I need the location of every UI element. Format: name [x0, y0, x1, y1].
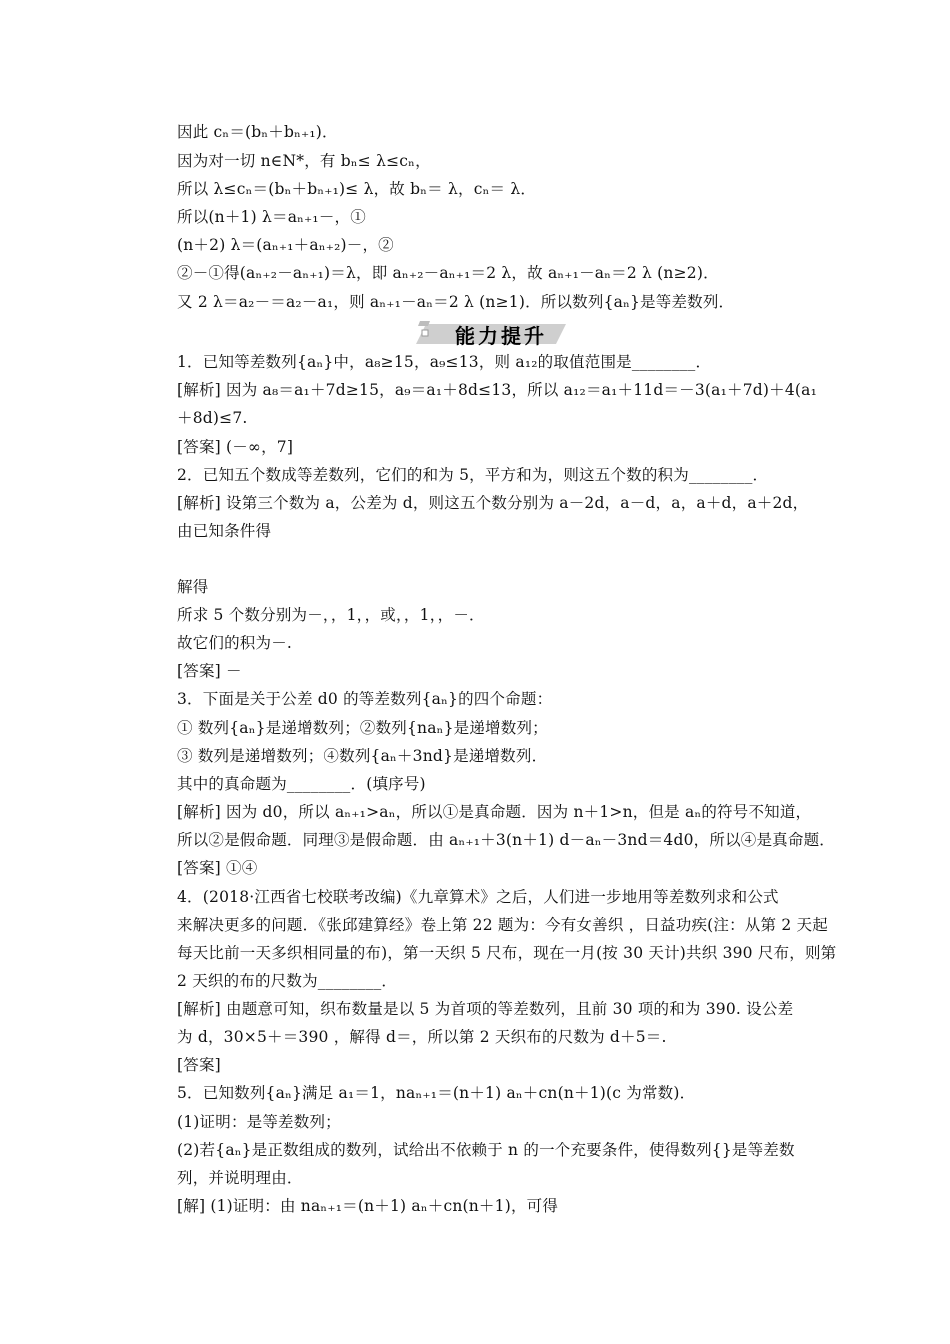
text-line: [解] (1)证明：由 naₙ₊₁＝(n＋1) aₙ＋cn(n＋1)，可得: [177, 1197, 559, 1215]
text-line: (2)若{aₙ}是正数组成的数列，试给出不依赖于 n 的一个充要条件，使得数列{}是等差数: [177, 1141, 795, 1159]
text-line: ③ 数列是递增数列；④数列{aₙ＋3nd}是递增数列．: [177, 747, 548, 765]
text-line: [答案]: [177, 1056, 221, 1074]
text-line: [解析] 设第三个数为 a，公差为 d，则这五个数分别为 a－2d，a－d，a，a＋d，a＋2d，: [177, 494, 809, 512]
text-line: 4．(2018·江西省七校联考改编)《九章算术》之后，人们进一步地用等差数列求和公式: [177, 888, 779, 906]
text-line: ① 数列{aₙ}是递增数列；②数列{naₙ}是递增数列；: [177, 719, 548, 737]
text-line: 故它们的积为－.: [177, 634, 293, 652]
text-line: [解析] 因为 d0，所以 aₙ₊₁>aₙ，所以①是真命题．因为 n＋1>n，但是 aₙ的符号不知道，: [177, 803, 812, 821]
text-line: 其中的真命题为________．(填序号): [177, 775, 426, 793]
text-line: 所以②是假命题．同理③是假命题．由 aₙ₊₁＋3(n＋1) d－aₙ－3nd＝4d0，所以④是真命题．: [177, 831, 835, 849]
text-line: 解得: [177, 578, 209, 596]
text-line: 2 天织的布的尺数为________．: [177, 972, 398, 990]
text-line: 1．已知等差数列{aₙ}中，a₈≥15，a₉≤13，则 a₁₂的取值范围是________．: [177, 353, 712, 371]
text-line: 所求 5 个数分别为－，，1，，或，，1，，－．: [177, 606, 485, 624]
text-line: 5．已知数列{aₙ}满足 a₁＝1，naₙ₊₁＝(n＋1) aₙ＋cn(n＋1)(c 为常数)．: [177, 1084, 696, 1102]
text-line: 列，并说明理由．: [177, 1169, 303, 1187]
text-line: 为 d，30×5＋＝390 ，解得 d＝，所以第 2 天织布的尺数为 d＋5＝.: [177, 1028, 667, 1046]
text-line: 因此 cₙ＝(bₙ＋bₙ₊₁)．: [177, 123, 338, 141]
text-line: [答案] (－∞，7]: [177, 438, 294, 456]
text-line: 由已知条件得: [177, 522, 272, 540]
text-line: 所以 λ≤cₙ＝(bₙ＋bₙ₊₁)≤ λ，故 bₙ＝ λ，cₙ＝ λ．: [177, 180, 537, 198]
text-line: 来解决更多的问题．《张邱建算经》卷上第 22 题为：今有女善织 ，日益功疾(注：从第 2 天起: [177, 916, 828, 934]
text-line: ＋8d)≤7.: [177, 409, 248, 427]
text-line: ②－①得(aₙ₊₂－aₙ₊₁)＝λ，即 aₙ₊₂－aₙ₊₁＝2 λ，故 aₙ₊₁－aₙ＝2 λ (n≥2)．: [177, 264, 719, 282]
text-line: 每天比前一天多织相同量的布)，第一天织 5 尺布，现在一月(按 30 天计)共织 390 尺布，则第: [177, 944, 837, 962]
section-banner: [416, 318, 566, 348]
text-line: 因为对一切 n∈N*，有 bₙ≤ λ≤cₙ，: [177, 152, 431, 170]
text-line: 所以(n＋1) λ＝aₙ₊₁－，①: [177, 208, 366, 226]
text-line: [解析] 由题意可知，织布数量是以 5 为首项的等差数列，且前 30 项的和为 390. 设公差: [177, 1000, 794, 1018]
text-line: 又 2 λ＝a₂－＝a₂－a₁，则 aₙ₊₁－aₙ＝2 λ (n≥1)．所以数列{aₙ}是等差数列．: [177, 293, 735, 311]
text-line: (1)证明：是等差数列；: [177, 1113, 341, 1131]
text-line: [答案] －: [177, 662, 242, 680]
section-title: 能力提升: [455, 324, 547, 348]
text-line: 2．已知五个数成等差数列，它们的和为 5，平方和为，则这五个数的积为________．: [177, 466, 769, 484]
text-line: (n＋2) λ＝(aₙ₊₁＋aₙ₊₂)－，②: [177, 236, 394, 254]
text-line: 3．下面是关于公差 d0 的等差数列{aₙ}的四个命题：: [177, 690, 553, 708]
text-line: [答案] ①④: [177, 859, 258, 877]
text-line: [解析] 因为 a₈＝a₁＋7d≥15，a₉＝a₁＋8d≤13，所以 a₁₂＝a₁＋11d＝－3(a₁＋7d)＋4(a₁: [177, 381, 818, 399]
